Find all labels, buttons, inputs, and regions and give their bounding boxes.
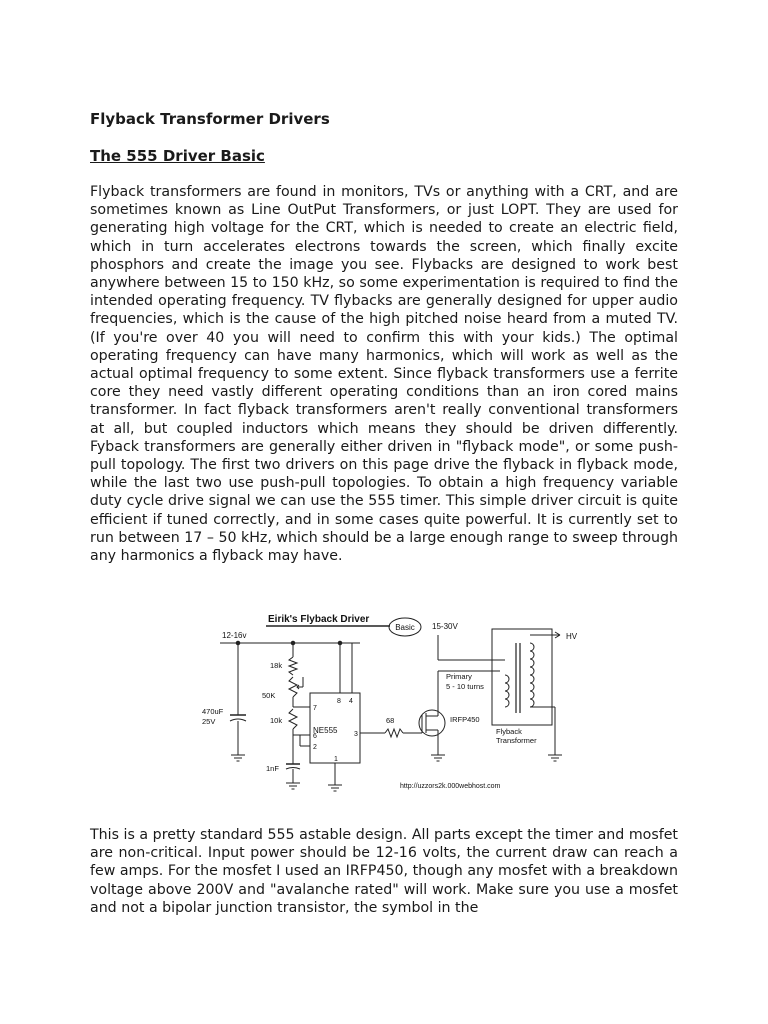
basic-badge: Basic [395, 623, 415, 632]
r2-label: 10k [270, 716, 283, 725]
mosfet-label: IRFP450 [450, 715, 480, 724]
primary-coil [505, 675, 509, 707]
flyback-label: Flyback [496, 727, 522, 736]
pin-6: 6 [313, 733, 317, 740]
potentiometer-50k [289, 677, 297, 697]
hv-label: HV [566, 632, 578, 641]
cap-plate-curved [230, 719, 246, 721]
pin-3: 3 [354, 731, 358, 738]
resistor-10k [289, 709, 297, 729]
primary-label: Primary [446, 672, 472, 681]
intro-paragraph: Flyback transformers are found in monitors, TVs or anything with a CRT, and are sometimes known as Line OutPut Transformers, or just LOPT. They are used for generating high voltage for the CRT, which is needed to create an electric field, which in turn accelerates electrons towards the screen, which finally excite phosphors and create the image you see. Flybacks are designed to work best anywhere between 15 to 150 kHz, so some experimentation is required to find the intended operating frequency. TV flybacks are generally designed for upper audio frequencies, which is the cause of the high pitched noise heard from a muted TV. (If you're over 40 you will need to confirm this with your kids.) The optimal operating frequency can have many harmonics, which will work as well as the actual optimal frequency to some extent. Since flyback transformers use a ferrite core they need vastly different operating conditions than an iron cored mains transformer. In fact flyback transformers aren't really conventional transformers at all, but coupled inductors which means they should be driven differently. Fyback transformers are generally either driven in "flyback mode", or some push-pull topology. The first two drivers on this page drive the flyback in flyback mode, while the last two use push-pull topologies. To obtain a high frequency variable duty cycle drive signal we can use the 555 timer. This simple driver circuit is quite efficient if tuned correctly, and in some cases quite powerful. It is currently set to run between 17 – 50 kHz, which should be a large enough range to sweep through any harmonics a flyback may have. [90, 184, 678, 565]
transformer-label: Transformer [496, 736, 537, 745]
cap-value-label: 470uF [202, 707, 224, 716]
ic-label: NE555 [313, 726, 338, 735]
ground-icon [548, 755, 562, 761]
secondary-coil [530, 643, 534, 707]
schematic-url: http://uzzors2k.000webhost.com [400, 783, 501, 790]
pin-8: 8 [337, 698, 341, 705]
ground-icon [328, 785, 342, 791]
schematic-title: Eirik's Flyback Driver [268, 614, 370, 625]
timing-cap-curved [286, 768, 300, 770]
timing-cap-label: 1nF [266, 764, 279, 773]
pin-1: 1 [334, 756, 338, 763]
ground-icon [431, 755, 445, 761]
document-title: Flyback Transformer Drivers [90, 110, 330, 128]
description-paragraph: This is a pretty standard 555 astable design. All parts except the timer and mosfet are non-critical. Input power should be 12-16 volts, the current draw can reach a few amps. For the mosfet I used an IRFP450, though any mosfet with a breakdown voltage above 200V and "avalanche rated" will work. Make sure you use a mosfet and not a bipolar junction transistor, the symbol in the [90, 827, 678, 916]
section-title: The 555 Driver Basic [90, 147, 265, 165]
r1-label: 18k [270, 661, 283, 670]
cap-voltage-label: 25V [202, 717, 216, 726]
gate-resistor-label: 68 [386, 716, 395, 725]
pin-7: 7 [313, 705, 317, 712]
supply-left-label: 12-16v [222, 631, 247, 640]
resistor-18k [289, 657, 297, 675]
primary-turns-label: 5 - 10 turns [446, 682, 484, 691]
flyback-transformer-box [492, 629, 552, 725]
ground-icon [286, 783, 300, 789]
mosfet-symbol [419, 710, 445, 736]
supply-right-label: 15-30V [432, 622, 458, 631]
flyback-driver-schematic [200, 605, 590, 800]
pin-4: 4 [349, 698, 353, 705]
ground-icon [231, 755, 245, 761]
pot-wiper [297, 685, 303, 689]
pin-2: 2 [313, 744, 317, 751]
gate-resistor [385, 729, 403, 737]
pot-label: 50K [262, 691, 276, 700]
